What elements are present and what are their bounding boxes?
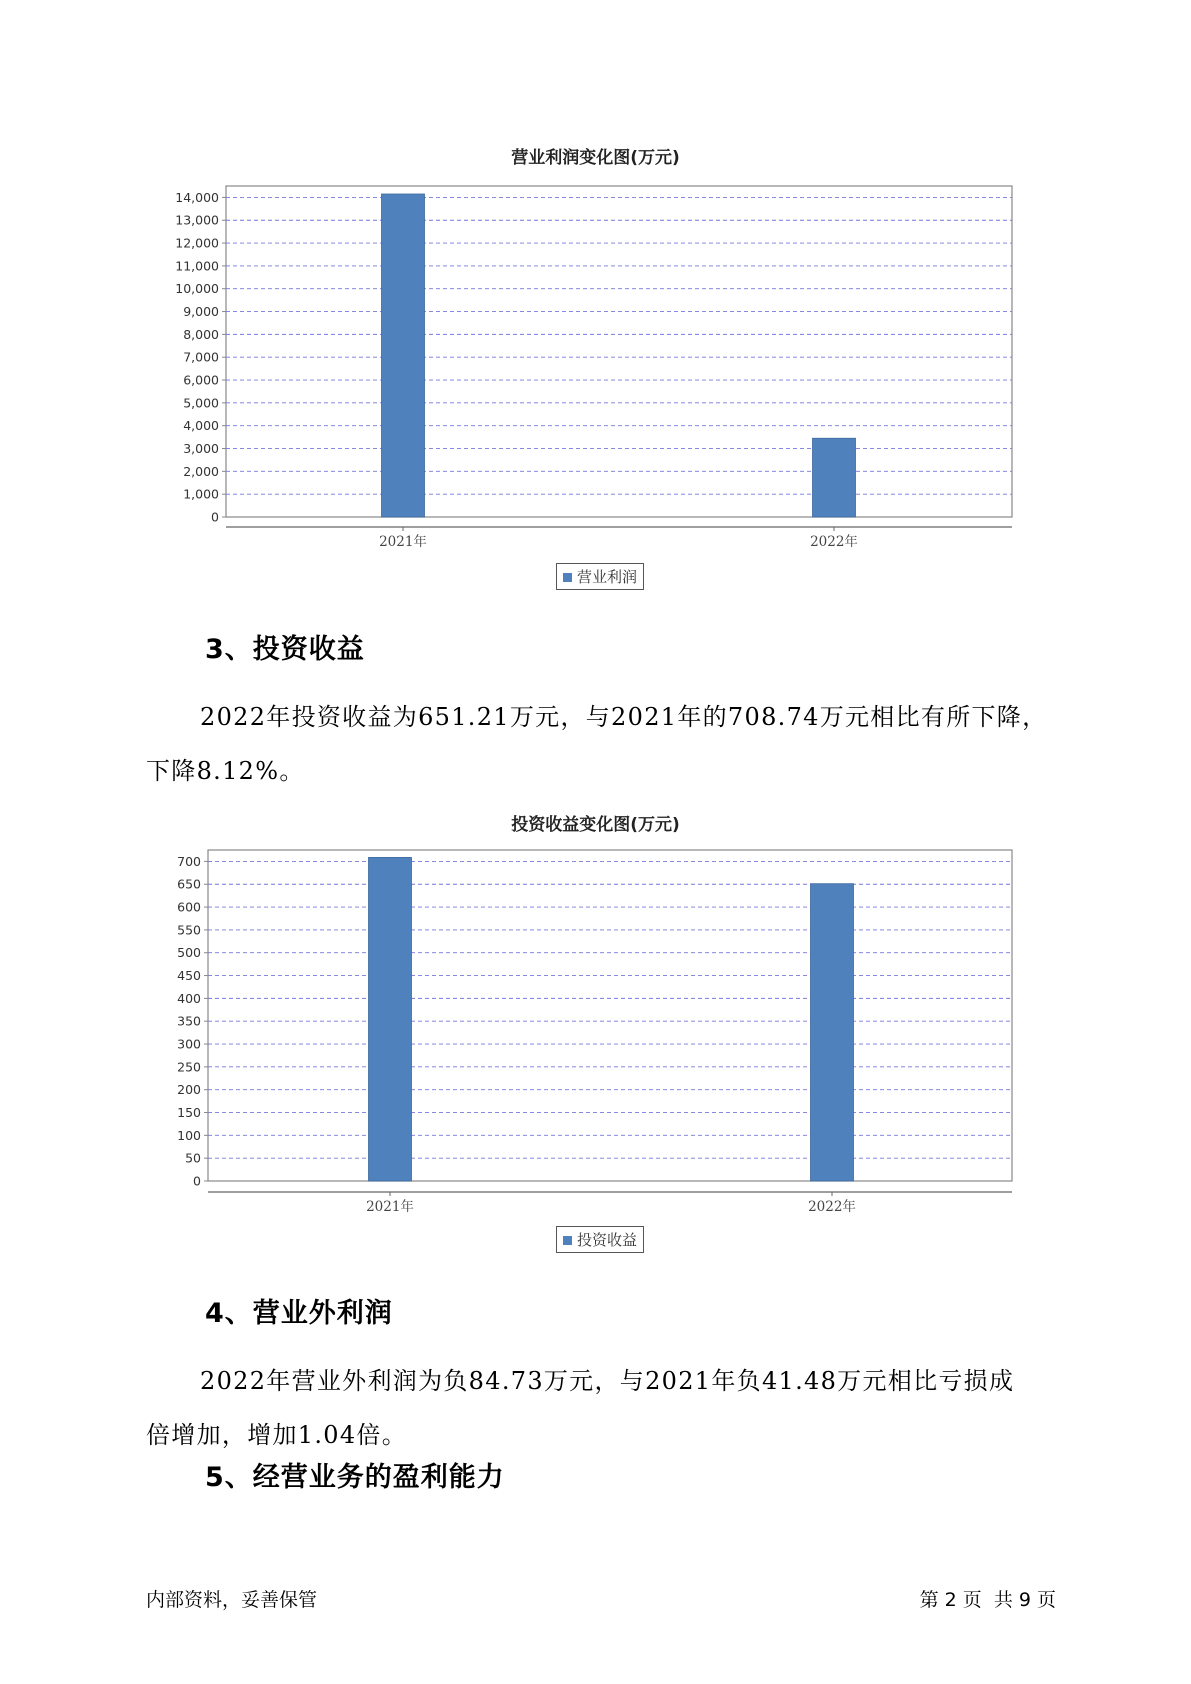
paragraph-line: 2022年投资收益为651.21万元，与2021年的708.74万元相比有所下降， bbox=[200, 703, 1048, 731]
y-tick-label: 400 bbox=[177, 990, 201, 1006]
x-tick-label: 2021年 bbox=[366, 1199, 414, 1215]
y-tick-label: 14,000 bbox=[175, 189, 219, 205]
y-tick-label: 250 bbox=[177, 1059, 201, 1075]
x-tick-label: 2021年 bbox=[379, 534, 427, 550]
bar-2021年 bbox=[369, 857, 412, 1181]
y-tick-label: 10,000 bbox=[175, 281, 219, 297]
footer-confidential-note: 内部资料，妥善保管 bbox=[146, 1589, 318, 1611]
y-tick-label: 13,000 bbox=[175, 212, 219, 228]
y-tick-label: 6,000 bbox=[183, 372, 219, 388]
section-heading-profitability: 5、经营业务的盈利能力 bbox=[205, 1462, 505, 1493]
y-tick-label: 0 bbox=[211, 509, 219, 525]
y-tick-label: 100 bbox=[177, 1127, 201, 1143]
y-tick-label: 5,000 bbox=[183, 395, 219, 411]
y-tick-label: 700 bbox=[177, 853, 201, 869]
y-tick-label: 3,000 bbox=[183, 441, 219, 457]
paragraph-line: 倍增加，增加1.04倍。 bbox=[146, 1421, 408, 1449]
y-tick-label: 600 bbox=[177, 899, 201, 915]
plot-frame bbox=[208, 850, 1012, 1181]
paragraph-non-operating-profit bbox=[146, 1354, 1076, 1462]
y-tick-label: 4,000 bbox=[183, 418, 219, 434]
y-tick-label: 1,000 bbox=[183, 486, 219, 502]
section-heading-investment-income: 3、投资收益 bbox=[205, 634, 365, 665]
y-tick-label: 2,000 bbox=[183, 463, 219, 479]
legend-investment-income bbox=[556, 1226, 644, 1253]
x-tick-label: 2022年 bbox=[808, 1199, 856, 1215]
legend-label: 营业利润 bbox=[577, 568, 638, 586]
y-tick-label: 650 bbox=[177, 876, 201, 892]
legend-label: 投资收益 bbox=[577, 1231, 638, 1249]
paragraph-line: 下降8.12%。 bbox=[146, 757, 305, 785]
legend-swatch bbox=[563, 1236, 572, 1245]
y-tick-label: 350 bbox=[177, 1013, 201, 1029]
y-tick-label: 9,000 bbox=[183, 304, 219, 320]
y-tick-label: 450 bbox=[177, 968, 201, 984]
y-tick-label: 7,000 bbox=[183, 349, 219, 365]
paragraph-line: 2022年营业外利润为负84.73万元，与2021年负41.48万元相比亏损成 bbox=[200, 1367, 1015, 1395]
y-tick-label: 200 bbox=[177, 1082, 201, 1098]
section-heading-non-operating-profit: 4、营业外利润 bbox=[205, 1298, 393, 1329]
x-tick-label: 2022年 bbox=[810, 534, 858, 550]
y-tick-label: 550 bbox=[177, 922, 201, 938]
bar-2022年 bbox=[811, 884, 854, 1181]
y-tick-label: 50 bbox=[185, 1150, 201, 1166]
y-tick-label: 150 bbox=[177, 1105, 201, 1121]
y-tick-label: 500 bbox=[177, 945, 201, 961]
y-tick-label: 0 bbox=[193, 1173, 201, 1189]
y-tick-label: 12,000 bbox=[175, 235, 219, 251]
footer-page-number: 第 2 页 共 9 页 bbox=[919, 1589, 1056, 1611]
y-tick-label: 300 bbox=[177, 1036, 201, 1052]
chart-title-operating-profit: 营业利润变化图(万元) bbox=[511, 148, 680, 168]
y-tick-label: 11,000 bbox=[175, 258, 219, 274]
y-tick-label: 8,000 bbox=[183, 326, 219, 342]
chart-title-investment-income: 投资收益变化图(万元) bbox=[511, 815, 680, 835]
